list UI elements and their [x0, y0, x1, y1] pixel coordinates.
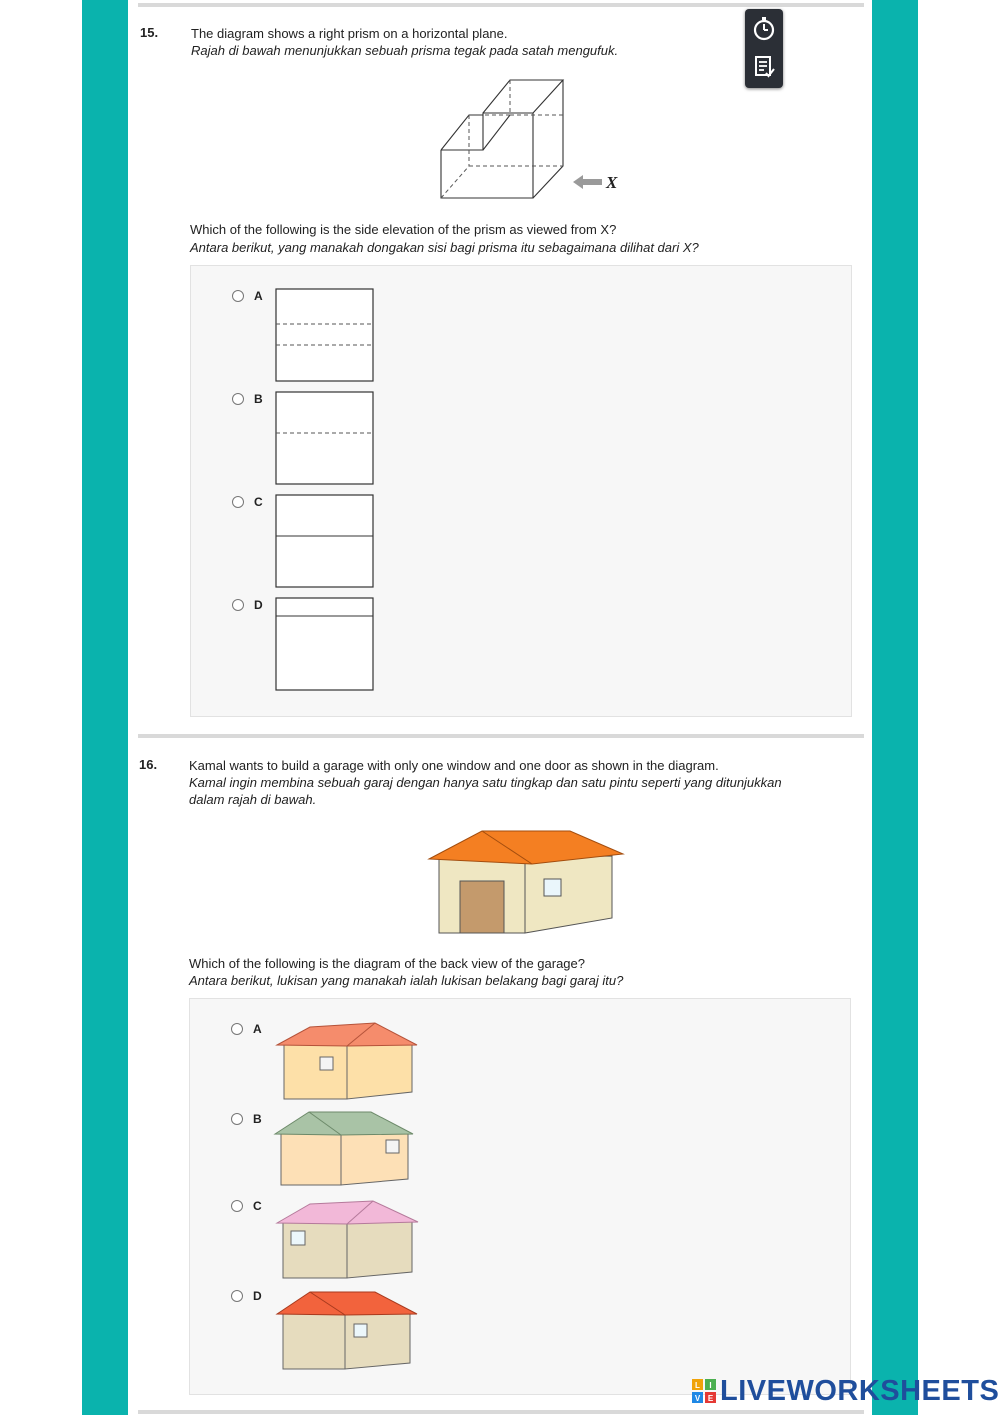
brand-name: LIVEWORKSHEETS — [720, 1374, 1000, 1407]
q15-option-a-radio[interactable] — [232, 290, 244, 302]
checklist-icon — [749, 51, 779, 83]
q16-prompt-en: Kamal wants to build a garage with only one window and one door as shown in the diagram. — [189, 758, 719, 773]
q16-option-c-radio[interactable] — [231, 1200, 243, 1212]
q16-option-b-figure[interactable] — [273, 1109, 418, 1189]
svg-text:L: L — [695, 1381, 700, 1390]
q16-garage-illustration — [427, 828, 627, 936]
q16-option-b-label: B — [253, 1112, 262, 1126]
q16-prompt-ms-1: Kamal ingin membina sebuah garaj dengan hanya satu tingkap dan satu pintu seperti yang ditunjukkan — [189, 775, 782, 790]
bottom-divider — [138, 1410, 864, 1414]
q15-option-c-label: C — [254, 495, 263, 509]
q15-option-b-radio[interactable] — [232, 393, 244, 405]
q16-option-a-radio[interactable] — [231, 1023, 243, 1035]
q16-number: 16. — [139, 757, 158, 772]
timer-button[interactable] — [749, 13, 779, 45]
q15-option-a-figure[interactable] — [275, 288, 375, 383]
q16-question-en: Which of the following is the diagram of the back view of the garage? — [189, 956, 585, 971]
left-border-band — [82, 0, 128, 1415]
svg-text:E: E — [707, 1394, 714, 1403]
q16-option-d-radio[interactable] — [231, 1290, 243, 1302]
q15-option-c-figure[interactable] — [275, 494, 375, 589]
q16-prompt-ms-2: dalam rajah di bawah. — [189, 792, 317, 807]
q15-option-b-label: B — [254, 392, 263, 406]
q15-option-a-label: A — [254, 289, 263, 303]
q16-option-b-radio[interactable] — [231, 1113, 243, 1125]
q15-option-b-figure[interactable] — [275, 391, 375, 486]
q15-prism-diagram — [435, 72, 635, 207]
svg-text:I: I — [709, 1381, 712, 1390]
view-arrow-icon — [573, 175, 602, 189]
finish-checklist-button[interactable] — [749, 51, 779, 83]
q16-option-d-label: D — [253, 1289, 262, 1303]
mid-divider — [138, 734, 864, 738]
q15-option-c-radio[interactable] — [232, 496, 244, 508]
q15-prompt-en: The diagram shows a right prism on a horizontal plane. — [191, 26, 508, 41]
liveworksheets-brand — [692, 1374, 999, 1408]
floating-toolbar — [745, 9, 783, 88]
svg-text:V: V — [694, 1394, 701, 1403]
q16-option-c-figure[interactable] — [275, 1198, 420, 1280]
q15-prompt-ms: Rajah di bawah menunjukkan sebuah prisma tegak pada satah mengufuk. — [191, 43, 619, 58]
q16-option-a-label: A — [253, 1022, 262, 1036]
q16-option-d-figure[interactable] — [275, 1289, 420, 1371]
q15-option-d-radio[interactable] — [232, 599, 244, 611]
q15-question-en: Which of the following is the side elevation of the prism as viewed from X? — [190, 222, 617, 237]
top-divider — [138, 3, 864, 7]
right-border-band — [872, 0, 918, 1415]
q15-option-d-figure[interactable] — [275, 597, 375, 692]
liveworksheets-logo-icon — [692, 1379, 716, 1403]
q16-option-a-figure[interactable] — [275, 1020, 420, 1100]
q15-view-label: X — [606, 173, 618, 192]
q16-option-c-label: C — [253, 1199, 262, 1213]
q16-question-ms: Antara berikut, lukisan yang manakah ialah lukisan belakang bagi garaj itu? — [189, 973, 624, 988]
q15-question-ms: Antara berikut, yang manakah dongakan sisi bagi prisma itu sebagaimana dilihat dari X? — [190, 240, 699, 255]
q15-option-d-label: D — [254, 598, 263, 612]
q15-number: 15. — [140, 25, 159, 40]
stopwatch-icon — [749, 13, 779, 45]
